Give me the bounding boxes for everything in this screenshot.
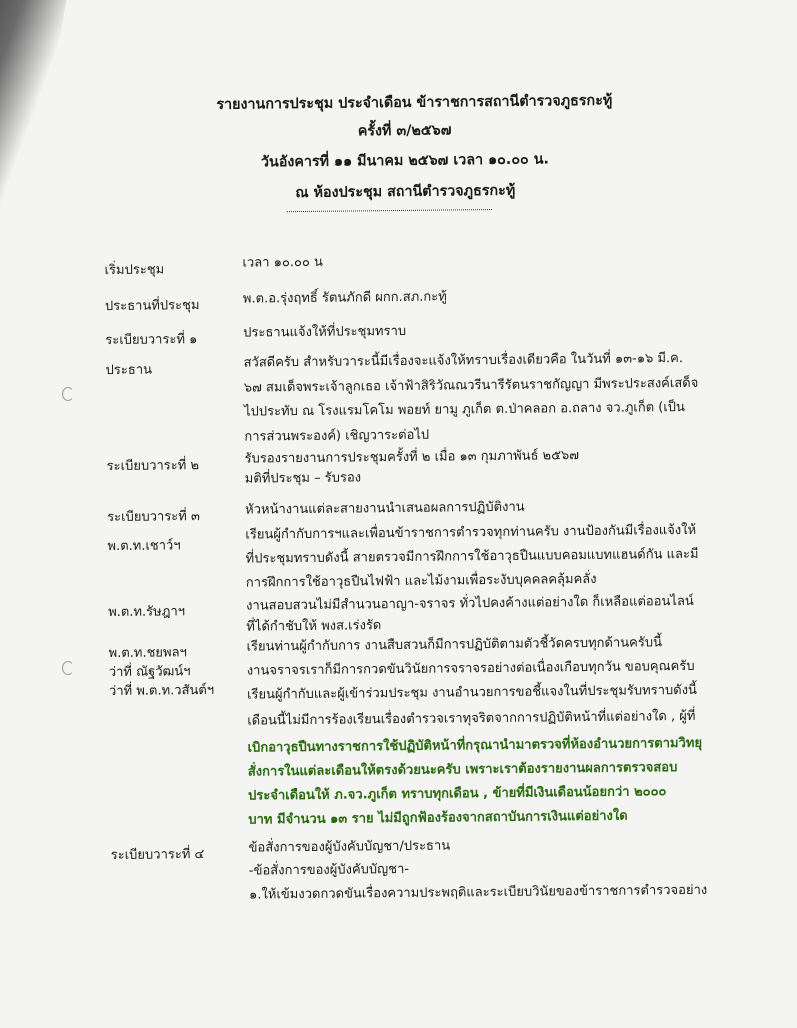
agenda1-label: ระเบียบวาระที่ ๑ bbox=[105, 332, 198, 349]
chair-label: ประธานที่ประชุม bbox=[104, 298, 200, 315]
p3-label: พ.ต.ท.ชยพลฯ bbox=[108, 645, 187, 662]
p2-line: ที่ได้กำชับให้ พงส.เร่งรัด bbox=[246, 618, 382, 635]
meeting-place: ณ ห้องประชุม สถานีตำรวจภูธรกะทู้ bbox=[295, 182, 516, 202]
p3-highlight-line: สั่งการในแต่ละเดือนให้ตรงด้วยนะครับ เพราะเราต้องรายงานผลการตรวจสอบ bbox=[247, 760, 678, 780]
chair-text: พ.ต.อ.รุ่งฤทธิ์ รัตนภักดี ผกก.สภ.กะทู้ bbox=[242, 289, 447, 307]
dotted-separator bbox=[287, 209, 492, 212]
p3-highlight-line: ประจำเดือนให้ ภ.จว.ภูเก็ต ทราบทุกเดือน , ข้ายที่มีเงินเดือนน้อยกว่า ๒๐๐๐ bbox=[248, 784, 667, 804]
p1-line: ที่ประชุมทราบดังนี้ สายตรวจมีการฝึกการใช้อาวุธปืนแบบคอมแบทแฮนด์กัน และมี bbox=[245, 546, 699, 567]
agenda3-label: ระเบียบวาระที่ ๓ bbox=[107, 509, 200, 526]
start-label: เริ่มประชุม bbox=[104, 262, 165, 279]
agenda3-text: หัวหน้างานแต่ละสายงานนำเสนอผลการปฏิบัติงาน bbox=[245, 499, 525, 518]
meeting-datetime: วันอังคารที่ ๑๑ มีนาคม ๒๕๖๗ เวลา ๑๐.๐๐ น. bbox=[260, 151, 550, 171]
p3-label: ว่าที่ ณัฐวัฒน์ฯ bbox=[108, 664, 191, 681]
agenda2-label: ระเบียบวาระที่ ๒ bbox=[106, 458, 200, 475]
agenda4-line: -ข้อสั่งการของผู้บังคับบัญชา- bbox=[248, 861, 410, 879]
chairman-line: สวัสดีครับ สำหรับวาระนี้มีเรื่องจะแจ้งให้ทราบเรื่องเดียวคือ ในวันที่ ๑๓-๑๖ มี.ค. bbox=[243, 351, 684, 371]
agenda1-text: ประธานแจ้งให้ที่ประชุมทราบ bbox=[243, 323, 407, 341]
doc-title: รายงานการประชุม ประจำเดือน ข้าราชการสถานีตำรวจภูธรกะทู้ bbox=[216, 92, 613, 113]
start-text: เวลา ๑๐.๐๐ น bbox=[242, 254, 323, 271]
p2-label: พ.ต.ท.รัษฎาฯ bbox=[108, 604, 186, 621]
agenda4-label: ระเบียบวาระที่ ๔ bbox=[110, 847, 205, 864]
p2-line: งานสอบสวนไม่มีสำนวนอาญา-จราจร ทั่วไปคงค้างแต่อย่างใด ก็เหลือแต่ออนไลน์ bbox=[246, 593, 694, 614]
p3-highlight-line: บาท มีจำนวน ๑๓ ราย ไม่มีถูกฟ้องร้องจากสถาบันการเงินแต่อย่างใด bbox=[248, 808, 628, 828]
chairman-label: ประธาน bbox=[105, 362, 153, 379]
p1-label: พ.ต.ท.เชาว์ฯ bbox=[107, 538, 181, 555]
p1-line: การฝึกการใช้อาวุธปืนไฟฟ้า และไม้งามเพื่อระงับบุคคลคลุ้มคลั่ง bbox=[245, 571, 597, 591]
p3-line: เดือนนี้ไม่มีการร้องเรียนเรื่องตำรวจเราทุจริตจากการปฏิบัติหน้าที่แต่อย่างใด , ผู้ที่ bbox=[247, 708, 696, 729]
chairman-line: ไปประทับ ณ โรงแรมโคโม พอยท์ ยามู ภูเก็ต ต.ป่าคลอก อ.ถลาง จว.ภูเก็ต (เป็น bbox=[243, 400, 685, 420]
chairman-line: การส่วนพระองค์) เชิญวาระต่อไป bbox=[244, 427, 430, 445]
meeting-number: ครั้งที่ ๓/๒๕๖๗ bbox=[357, 122, 452, 140]
p3-line: งานจราจรเราก็มีการกวดขันวินัยการจราจรอย่างต่อเนื่องเกือบทุกวัน ขอบคุณครับ bbox=[246, 658, 695, 679]
agenda4-line: ๑.ให้เข้มงวดกวดขันเรื่องความประพฤติและระเบียบวินัยของข้าราชการตำรวจอย่าง bbox=[249, 882, 708, 903]
agenda2-line: รับรองรายงานการประชุมครั้งที่ ๒ เมื่อ ๑๓ กุมภาพันธ์ ๒๕๖๗ bbox=[244, 448, 580, 467]
p3-line: เรียนท่านผู้กำกับการ งานสืบสวนก็มีการปฏิบัติตามตัวชี้วัดครบทุกด้านครับนี้ bbox=[246, 635, 663, 655]
agenda4-line: ข้อสั่งการของผู้บังคับบัญชา/ประธาน bbox=[248, 838, 451, 856]
agenda2-line: มติที่ประชุม – รับรอง bbox=[244, 470, 362, 487]
p3-line: เรียนผู้กำกับและผู้เข้าร่วมประชุม งานอำนวยการขอชี้แจงในที่ประชุมรับทราบดังนี้ bbox=[246, 682, 697, 703]
p3-label: ว่าที่ พ.ต.ท.วสันต์ฯ bbox=[108, 682, 215, 700]
chairman-line: ๖๗ สมเด็จพระเจ้าลูกเธอ เจ้าฟ้าสิริวัณณวรีนารีรัตนราชกัญญา มีพระประสงค์เสด็จ bbox=[243, 375, 699, 396]
p3-highlight-line: เบิกอาวุธปืนทางราชการใช้ปฏิบัติหน้าที่กรุณานำมาตรวจที่ห้องอำนวยการตามวิทยุ bbox=[247, 735, 703, 756]
p1-line: เรียนผู้กำกับการฯและเพื่อนข้าราชการตำรวจทุกท่านครับ งานป้องกันมีเรื่องแจ้งให้ bbox=[245, 522, 697, 543]
